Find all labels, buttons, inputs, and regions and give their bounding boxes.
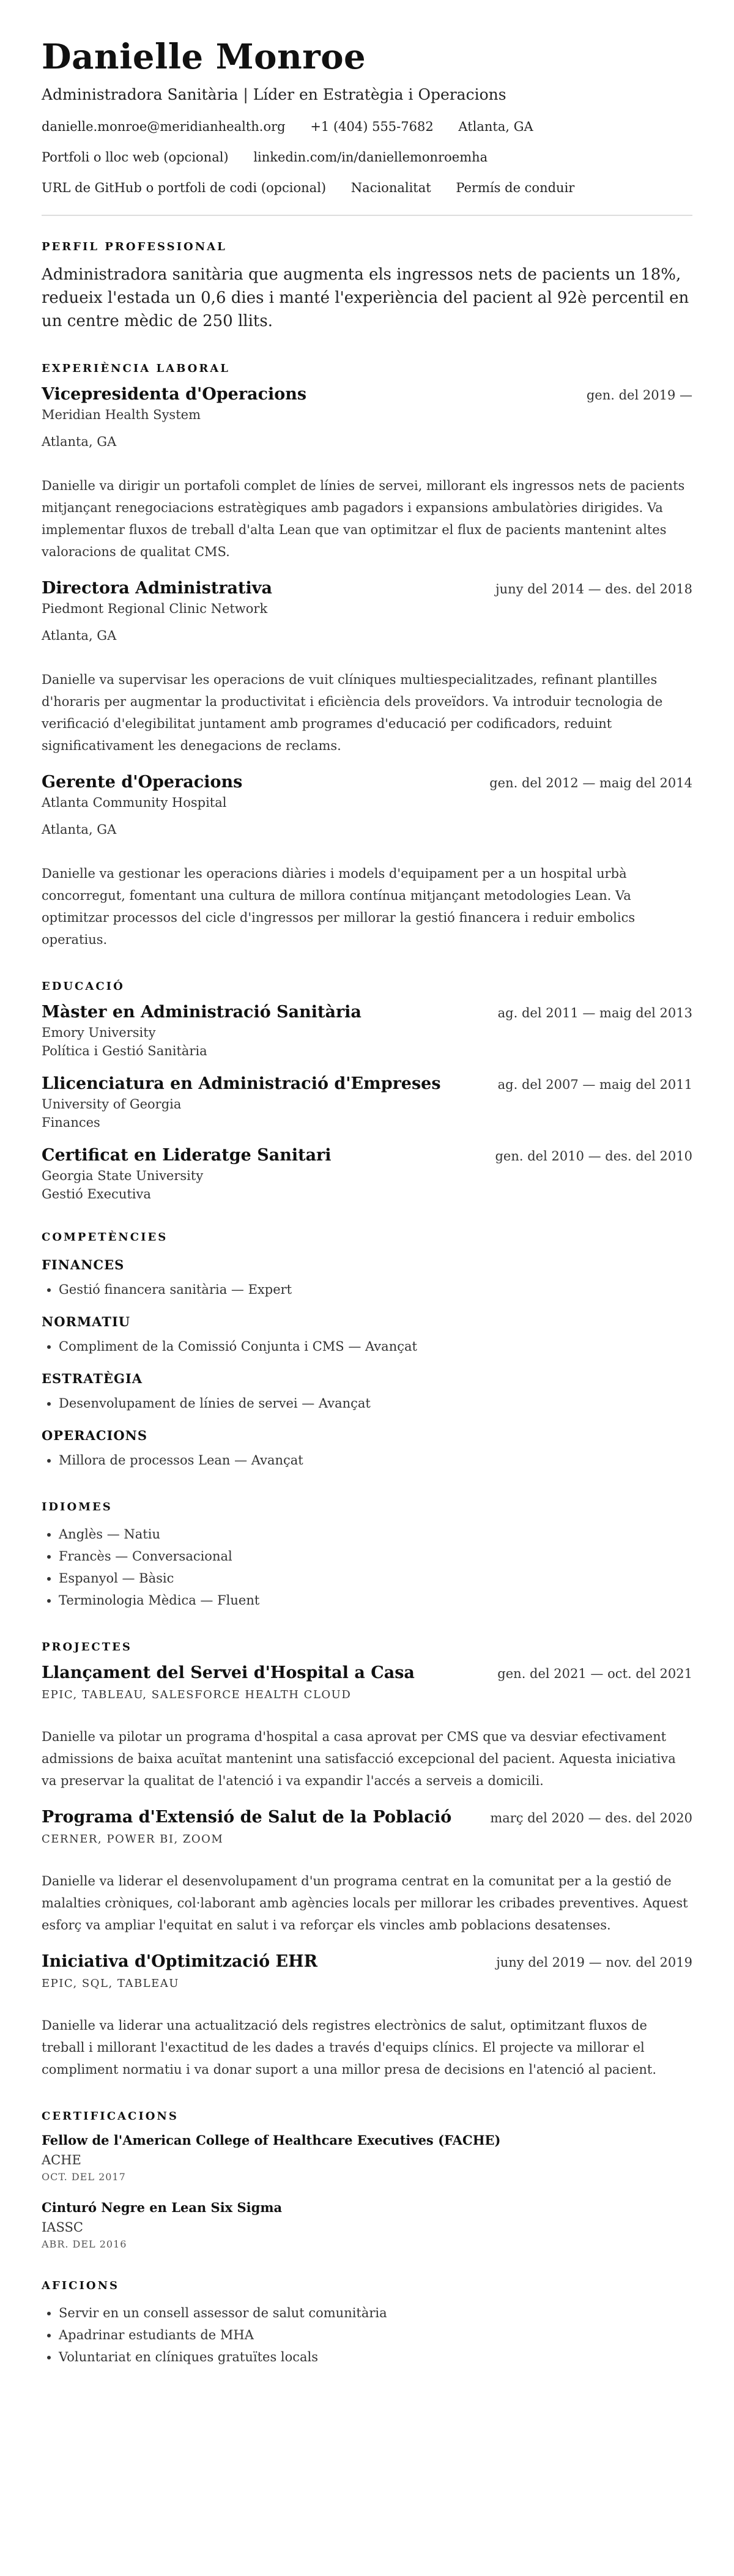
certifications-title: CERTIFICACIONS bbox=[42, 2110, 179, 2123]
skill-category: FINANCES bbox=[42, 1257, 125, 1272]
project-tech: EPIC, TABLEAU, SALESFORCE HEALTH CLOUD bbox=[42, 1688, 352, 1701]
summary-section bbox=[42, 240, 692, 333]
study-field: Finances bbox=[42, 1115, 100, 1130]
experience-section bbox=[42, 362, 692, 951]
email-link[interactable]: danielle.monroe@meridianhealth.org bbox=[42, 119, 286, 134]
study-field: Gestió Executiva bbox=[42, 1187, 151, 1201]
skill-item: • Desenvolupament de línies de servei — Avançat bbox=[59, 1392, 692, 1414]
experience-entry bbox=[42, 385, 692, 563]
school-name: Emory University bbox=[42, 1025, 156, 1040]
job-title: Directora Administrativa bbox=[42, 579, 272, 598]
project-description: Danielle va liderar el desenvolupament d'un programa centrat en la comunitat per a la gestió de malalties cròniques, col·laborant amb agències locals per millorar les cribades preventives. Aquest esforç va ampliar l'equitat en salut i va reforçar els vincles amb poblacions desatenses. bbox=[42, 1874, 688, 1932]
job-description: Danielle va gestionar les operacions diàries i models d'equipament per a un hospital urbà concorregut, fomentant una cultura de millora contínua mitjançant metodologies Lean. Va optimitzar processos del cicle d'ingressos per millorar la gestió financera i reduir embolics operatius. bbox=[42, 866, 636, 947]
contact-row-3 bbox=[42, 180, 692, 195]
language-item: • Terminologia Mèdica — Fluent bbox=[59, 1589, 692, 1611]
degree-date: gen. del 2010 — des. del 2010 bbox=[495, 1149, 692, 1164]
candidate-subtitle: Administradora Sanitària | Líder en Estratègia i Operacions bbox=[42, 86, 506, 103]
job-date: juny del 2014 — des. del 2018 bbox=[495, 582, 692, 596]
project-tech: CERNER, POWER BI, ZOOM bbox=[42, 1833, 224, 1846]
degree-date: ag. del 2011 — maig del 2013 bbox=[497, 1006, 692, 1020]
job-location: Atlanta, GA bbox=[42, 822, 117, 837]
job-description: Danielle va supervisar les operacions de vuit clíniques multiespecialitzades, refinant plantilles d'horaris per augmentar la productivitat i eficiència dels proveïdors. Va introduir tecnologia de verificació d'elegibilitat juntament amb programes d'educació per codificadors, reduint significativament les denegacions de reclams. bbox=[42, 672, 663, 753]
project-tech: EPIC, SQL, TABLEAU bbox=[42, 1977, 179, 1990]
job-location: Atlanta, GA bbox=[42, 434, 117, 449]
location-text: Atlanta, GA bbox=[458, 119, 533, 134]
skill-category: OPERACIONS bbox=[42, 1428, 148, 1443]
skills-title: COMPETÈNCIES bbox=[42, 1231, 168, 1244]
hobby-item: • Apadrinar estudiants de MHA bbox=[59, 2324, 692, 2346]
education-section bbox=[42, 980, 692, 1201]
project-date: març del 2020 — des. del 2020 bbox=[490, 1811, 692, 1825]
education-title: EDUCACIÓ bbox=[42, 980, 125, 993]
project-description: Danielle va liderar una actualització dels registres electrònics de salut, optimitzant fluxos de treball i millorant l'exactitud de les dades a través d'equips clínics. El projecte va millorar el compliment normatiu i va donar suport a una millor presa de decisions en l'atenció al pacient. bbox=[42, 2018, 656, 2077]
candidate-name: Danielle Monroe bbox=[42, 37, 366, 77]
job-company: Piedmont Regional Clinic Network bbox=[42, 601, 268, 616]
skills-section bbox=[42, 1231, 692, 1471]
skill-item: • Compliment de la Comissió Conjunta i CMS — Avançat bbox=[59, 1335, 692, 1357]
license-text: Permís de conduir bbox=[456, 180, 575, 195]
certification-date: OCT. DEL 2017 bbox=[42, 2171, 126, 2183]
job-date: gen. del 2019 — bbox=[586, 388, 692, 403]
skill-item: • Millora de processos Lean — Avançat bbox=[59, 1449, 692, 1471]
certification-date: ABR. DEL 2016 bbox=[42, 2238, 127, 2250]
degree-date: ag. del 2007 — maig del 2011 bbox=[497, 1077, 692, 1092]
job-company: Meridian Health System bbox=[42, 407, 201, 422]
project-entry bbox=[42, 1663, 692, 1792]
projects-title: PROJECTES bbox=[42, 1641, 132, 1654]
project-name: Llançament del Servei d'Hospital a Casa bbox=[42, 1663, 415, 1682]
certification-issuer: ACHE bbox=[42, 2153, 81, 2167]
language-item: • Anglès — Natiu bbox=[59, 1523, 692, 1545]
phone-text: +1 (404) 555-7682 bbox=[310, 119, 434, 134]
job-title: Vicepresidenta d'Operacions bbox=[42, 385, 307, 404]
projects-section bbox=[42, 1641, 692, 2080]
degree-title: Llicenciatura en Administració d'Empreses bbox=[42, 1074, 441, 1093]
hobbies-title: AFICIONS bbox=[42, 2279, 120, 2292]
header-divider bbox=[42, 215, 692, 216]
languages-section bbox=[42, 1501, 692, 1611]
language-item: • Espanyol — Bàsic bbox=[59, 1567, 692, 1589]
nationality-text: Nacionalitat bbox=[350, 180, 431, 195]
summary-title: PERFIL PROFESSIONAL bbox=[42, 240, 227, 253]
skill-item: • Gestió financera sanitària — Expert bbox=[59, 1279, 692, 1301]
contact-row-2 bbox=[42, 150, 692, 165]
education-entry bbox=[42, 1003, 692, 1058]
project-description: Danielle va pilotar un programa d'hospital a casa aprovat per CMS que va desviar efectivament admissions de baixa acuïtat mantenint una satisfacció excepcional del pacient. Aquesta iniciativa va preservar la qualitat de l'atenció i va expandir l'accés a serveis a domicili. bbox=[42, 1729, 676, 1788]
experience-entry bbox=[42, 579, 692, 757]
education-entry bbox=[42, 1146, 692, 1201]
skill-category: NORMATIU bbox=[42, 1314, 131, 1329]
certification-name: Cinturó Negre en Lean Six Sigma bbox=[42, 2200, 283, 2215]
degree-title: Màster en Administració Sanitària bbox=[42, 1003, 361, 1022]
certifications-section bbox=[42, 2110, 692, 2250]
contact-row-1 bbox=[42, 119, 692, 134]
project-name: Iniciativa d'Optimització EHR bbox=[42, 1952, 318, 1971]
project-date: gen. del 2021 — oct. del 2021 bbox=[497, 1666, 692, 1681]
skill-category: ESTRATÈGIA bbox=[42, 1371, 143, 1386]
github-link[interactable]: URL de GitHub o portfoli de codi (opcional) bbox=[42, 180, 327, 195]
job-location: Atlanta, GA bbox=[42, 628, 117, 643]
hobbies-section bbox=[42, 2279, 692, 2368]
summary-text: Administradora sanitària que augmenta els ingressos nets de pacients un 18%, redueix l'estada un 0,6 dies i manté l'experiència del pacient al 92è percentil en un centre mèdic de 250 llits. bbox=[42, 265, 689, 330]
languages-title: IDIOMES bbox=[42, 1501, 113, 1513]
hobby-item: • Voluntariat en clíniques gratuïtes locals bbox=[59, 2346, 692, 2368]
language-item: • Francès — Conversacional bbox=[59, 1545, 692, 1567]
hobby-item: • Servir en un consell assessor de salut comunitària bbox=[59, 2302, 692, 2324]
experience-title: EXPERIÈNCIA LABORAL bbox=[42, 362, 230, 375]
project-date: juny del 2019 — nov. del 2019 bbox=[496, 1955, 692, 1970]
degree-title: Certificat en Lideratge Sanitari bbox=[42, 1146, 332, 1165]
school-name: Georgia State University bbox=[42, 1168, 204, 1183]
certification-name: Fellow de l'American College of Healthcare Executives (FACHE) bbox=[42, 2132, 501, 2148]
job-company: Atlanta Community Hospital bbox=[42, 795, 227, 810]
experience-entry bbox=[42, 773, 692, 951]
job-description: Danielle va dirigir un portafoli complet de línies de servei, millorant els ingressos nets de pacients mitjançant renegociacions estratègiques amb pagadors i expansions ambulatòries dirigides. Va implementar fluxos de treball d'alta Lean que van optimitzar el flux de pacients mantenint altes valoracions de qualitat CMS. bbox=[42, 478, 685, 559]
certification-entry bbox=[42, 2132, 692, 2183]
project-name: Programa d'Extensió de Salut de la Població bbox=[42, 1808, 452, 1827]
certification-issuer: IASSC bbox=[42, 2220, 83, 2235]
job-date: gen. del 2012 — maig del 2014 bbox=[489, 776, 692, 790]
certification-entry bbox=[42, 2200, 692, 2250]
job-title: Gerente d'Operacions bbox=[42, 773, 243, 792]
study-field: Política i Gestió Sanitària bbox=[42, 1044, 207, 1058]
project-entry bbox=[42, 1952, 692, 2080]
school-name: University of Georgia bbox=[42, 1097, 182, 1112]
education-entry bbox=[42, 1074, 692, 1130]
project-entry bbox=[42, 1808, 692, 1936]
portfolio-link[interactable]: Portfoli o lloc web (opcional) bbox=[42, 150, 229, 165]
linkedin-link[interactable]: linkedin.com/in/daniellemonroemha bbox=[253, 150, 488, 165]
